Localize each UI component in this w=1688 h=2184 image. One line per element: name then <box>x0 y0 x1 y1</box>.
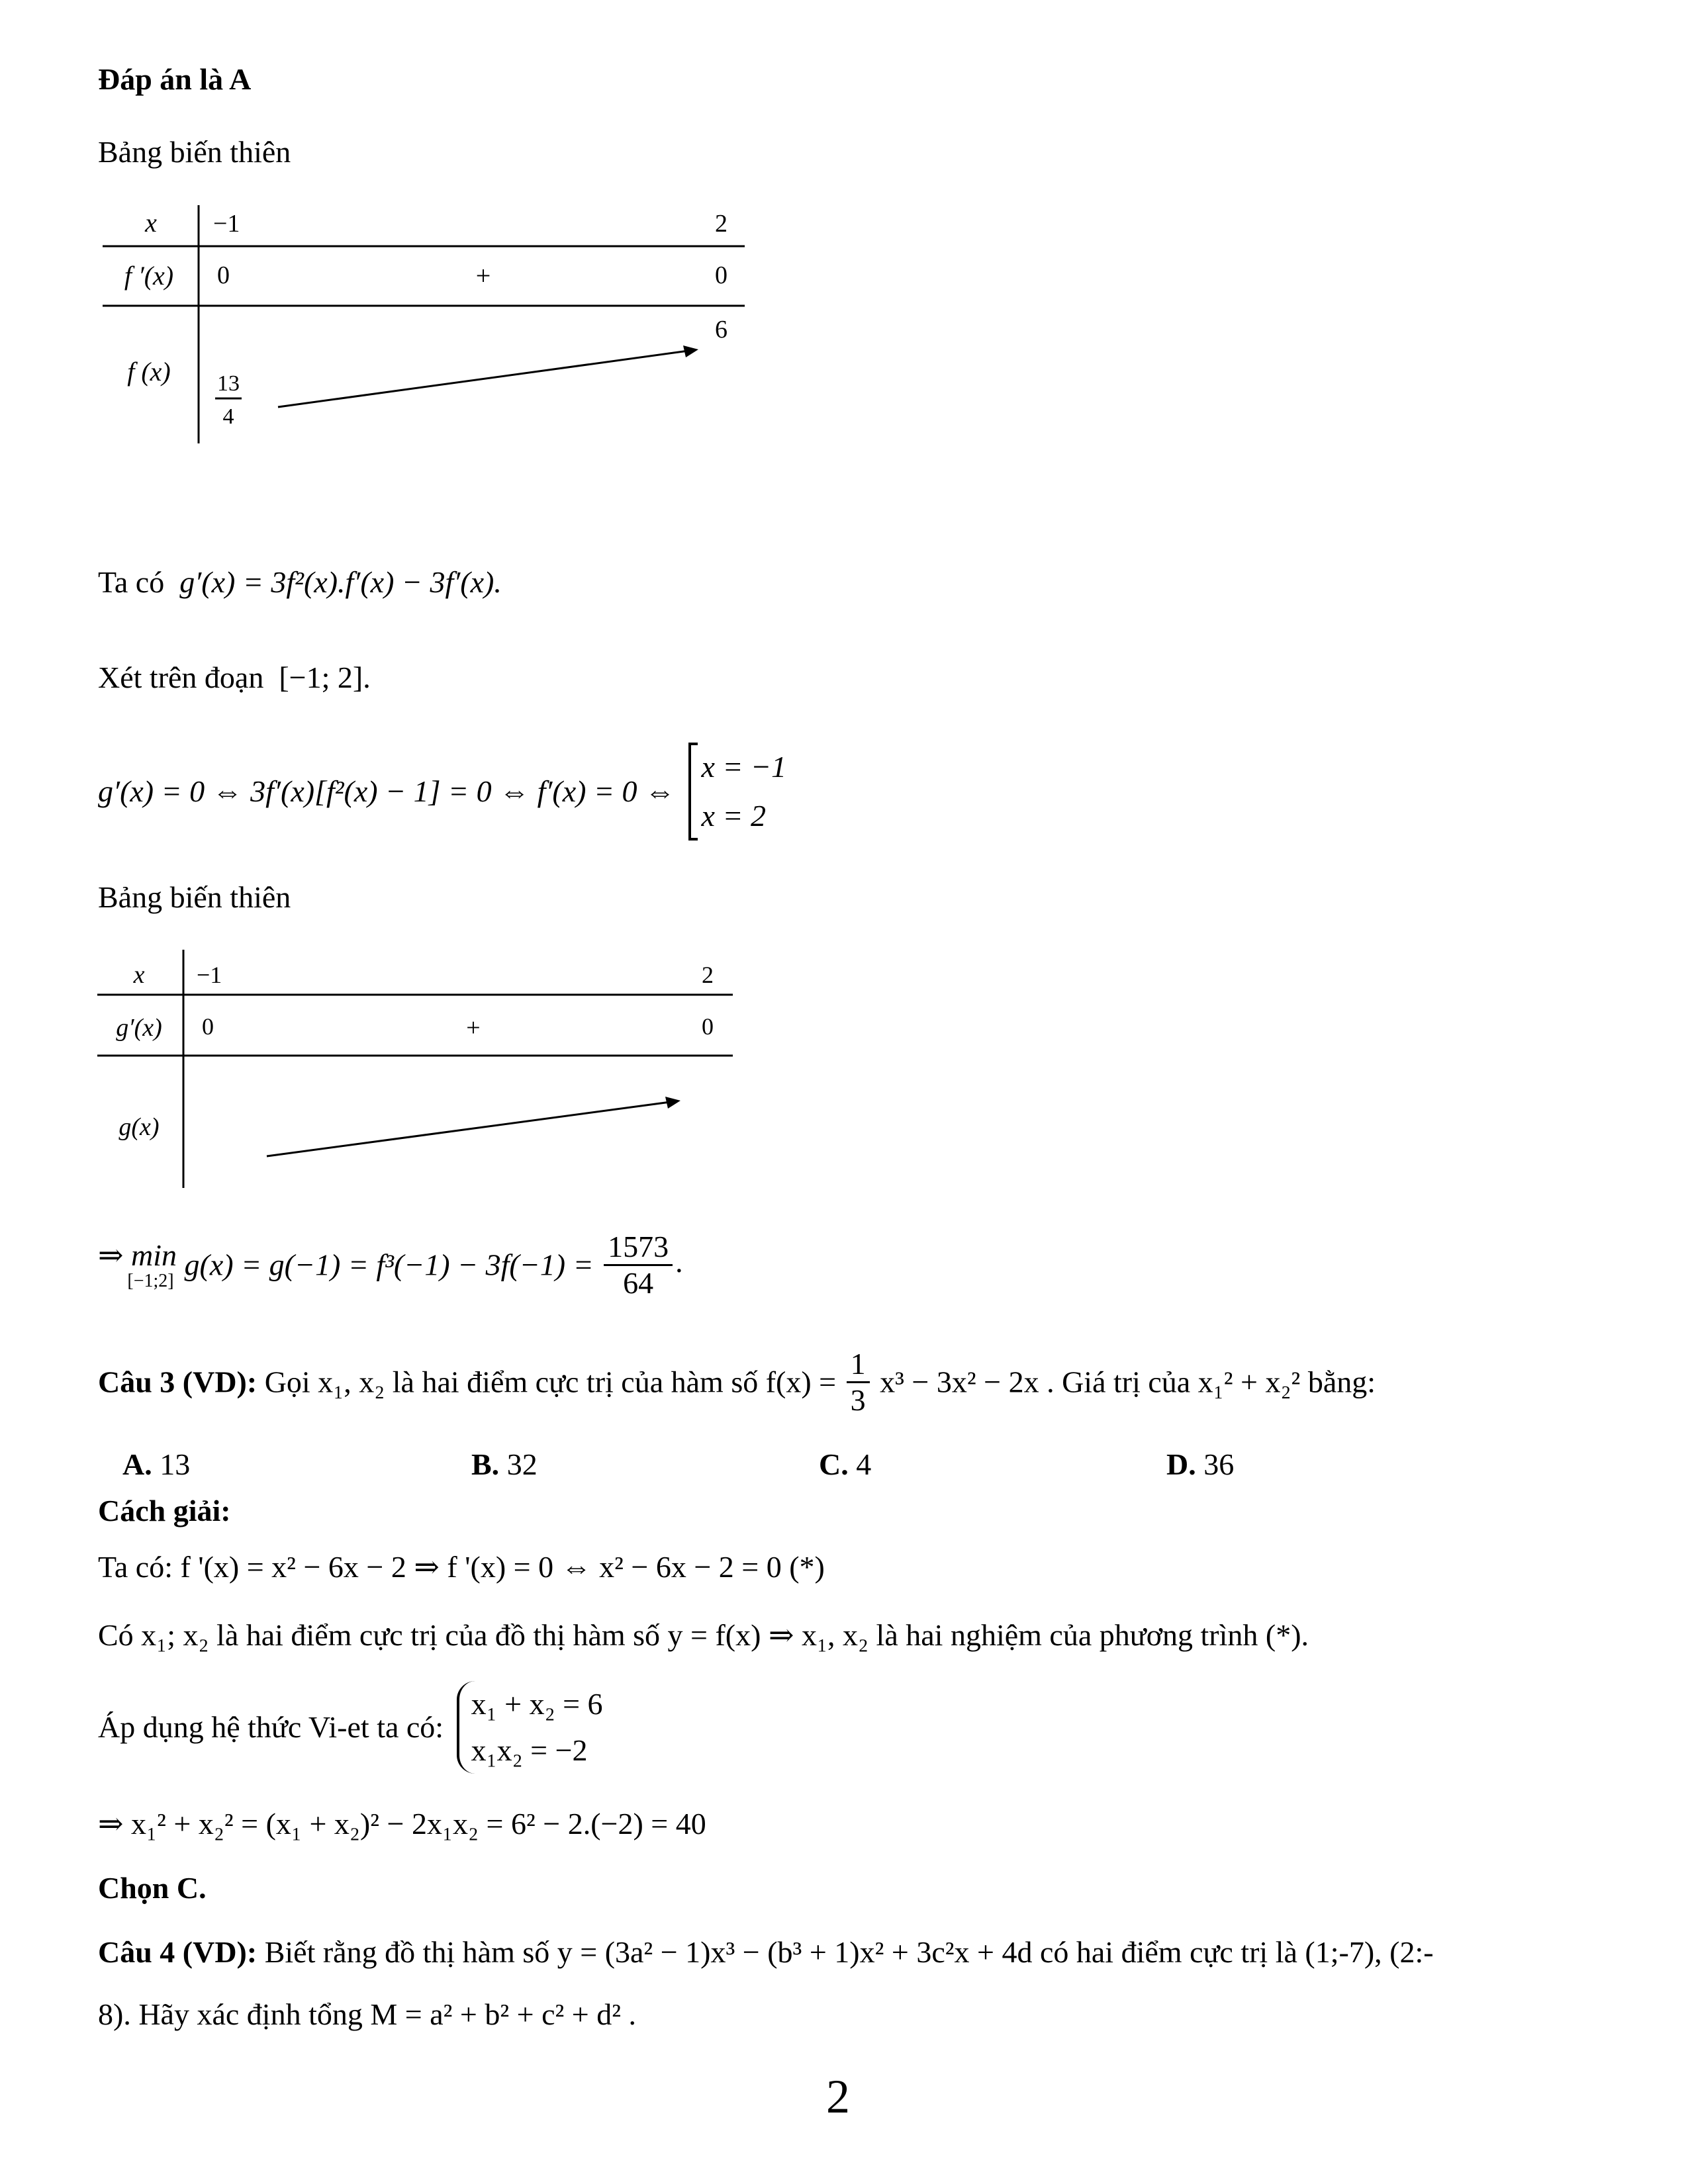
table-heading-1: Bảng biến thiên <box>98 135 291 169</box>
interval: [−1; 2]. <box>279 660 371 694</box>
q3-statement <box>98 1347 1376 1418</box>
q3-line3 <box>98 1681 603 1774</box>
q3-vieta-system <box>457 1681 603 1774</box>
table1-fp-sign: + <box>475 261 491 291</box>
table-heading-2: Bảng biến thiên <box>98 880 291 914</box>
table1-label-f: f (x) <box>127 357 171 387</box>
table1-f-end: 6 <box>715 316 727 343</box>
table1-f-start-den: 4 <box>222 404 234 429</box>
table1-fp-left: 0 <box>217 261 230 289</box>
q3-line1: Ta có: f '(x) = x² − 6x − 2 ⇒ f '(x) = 0 ⇔ x² − 6x − 2 = 0 (*) <box>98 1550 825 1584</box>
variation-table-g <box>96 943 745 1201</box>
solution-2: x = 2 <box>701 799 766 833</box>
q3-frac-num: 1 <box>847 1347 870 1383</box>
solution-1: x = −1 <box>701 750 787 784</box>
table2-arrow-head <box>665 1097 680 1109</box>
table1-increase-arrow <box>278 351 688 407</box>
variation-table-f <box>99 199 748 450</box>
q3-text-b: x³ − 3x² − 2x . Giá trị của x₁² + x₂² bằng: <box>880 1365 1376 1399</box>
q3-option-b-value: 32 <box>506 1447 538 1481</box>
table2-gp-right: 0 <box>702 1013 714 1040</box>
q3-option-a-key: A. <box>122 1447 152 1481</box>
q3-label: Câu 3 (VD): <box>98 1365 258 1399</box>
q3-frac-den: 3 <box>850 1383 866 1417</box>
q3-option-c <box>819 1446 871 1483</box>
table1-label-fprime: f ′(x) <box>124 261 174 291</box>
q3-option-c-value: 4 <box>856 1447 872 1481</box>
q3-option-b-key: B. <box>471 1447 500 1481</box>
table1-fp-right: 0 <box>715 261 727 289</box>
table2-label-gprime: g′(x) <box>116 1014 162 1042</box>
table2-gp-left: 0 <box>202 1013 214 1040</box>
table1-x-end: 2 <box>715 210 727 238</box>
min-fraction <box>604 1230 673 1300</box>
q3-option-d <box>1166 1446 1234 1483</box>
solve-line <box>98 743 786 841</box>
xet-label: Xét trên đoạn <box>98 660 264 694</box>
q4-statement <box>98 1934 1434 1971</box>
q3-option-a <box>122 1446 190 1483</box>
min-denominator: 64 <box>623 1266 654 1300</box>
q3-option-c-key: C. <box>819 1447 849 1481</box>
q3-line4: ⇒ x₁² + x₂² = (x₁ + x₂)² − 2x₁x₂ = 6² − 2.(−2) = 40 <box>98 1807 706 1841</box>
table2-increase-arrow <box>267 1102 671 1156</box>
q3-option-d-value: 36 <box>1203 1447 1235 1481</box>
line-xet <box>98 659 371 696</box>
min-subscript: [−1;2] <box>127 1270 174 1291</box>
q3-vieta-product: x₁x₂ = −2 <box>471 1733 588 1767</box>
q3-fraction <box>847 1347 870 1418</box>
q3-option-a-value: 13 <box>160 1447 191 1481</box>
solution-bracket <box>688 743 787 841</box>
q3-option-b <box>471 1446 538 1483</box>
table1-x-start: −1 <box>213 210 240 238</box>
q3-option-d-key: D. <box>1166 1447 1196 1481</box>
q3-vieta-intro: Áp dụng hệ thức Vi-et ta có: <box>98 1710 444 1744</box>
table2-label-x: x <box>133 961 145 989</box>
q3-text-a: Gọi x₁, x₂ là hai điểm cực trị của hàm số f(x) = <box>264 1365 837 1399</box>
min-numerator: 1573 <box>604 1230 673 1266</box>
q3-vieta-sum: x₁ + x₂ = 6 <box>471 1687 603 1721</box>
line-ta-co <box>98 564 502 601</box>
min-line: ⇒ min [−1;2] g(x) = g(−1) = f³(−1) − 3f(−1) = $\frac{1573}{64}$ . <box>98 1230 683 1300</box>
q3-line2: Có x₁; x₂ là hai điểm cực trị của đồ thị hàm số y = f(x) ⇒ x₁, x₂ là hai nghiệm của phương trình (*). <box>98 1618 1309 1652</box>
table1-f-start-num: 13 <box>217 371 240 396</box>
solve-equation: g′(x) = 0 ⇔ 3f′(x)[f²(x) − 1] = 0 ⇔ f′(x) = 0 ⇔ <box>98 774 676 808</box>
min-body: g(x) = g(−1) = f³(−1) − 3f(−1) = <box>184 1248 594 1282</box>
answer-line: Đáp án là A <box>98 62 252 96</box>
q4-text-a: Biết rằng đồ thị hàm số y = (3a² − 1)x³ − (b³ + 1)x² + 3c²x + 4d có hai điểm cực trị là (1;-7), (2:- <box>264 1935 1434 1969</box>
gprime-equation: g′(x) = 3f²(x).f′(x) − 3f′(x). <box>179 565 502 599</box>
table2-gp-sign: + <box>466 1014 481 1042</box>
table1-arrow-head <box>683 345 698 357</box>
table2-x-end: 2 <box>702 962 714 988</box>
q3-choose: Chọn C. <box>98 1871 207 1905</box>
q4-text-b: 8). Hãy xác định tổng M = a² + b² + c² + d² . <box>98 1997 637 2031</box>
table1-label-x: x <box>145 208 157 238</box>
q4-label: Câu 4 (VD): <box>98 1935 258 1969</box>
page-number: 2 <box>826 2070 850 2123</box>
min-prefix: ⇒ min <box>98 1238 177 1272</box>
q3-method: Cách giải: <box>98 1494 231 1527</box>
table2-x-start: −1 <box>197 962 222 988</box>
ta-co-label: Ta có <box>98 565 165 599</box>
table2-label-g: g(x) <box>118 1113 160 1141</box>
